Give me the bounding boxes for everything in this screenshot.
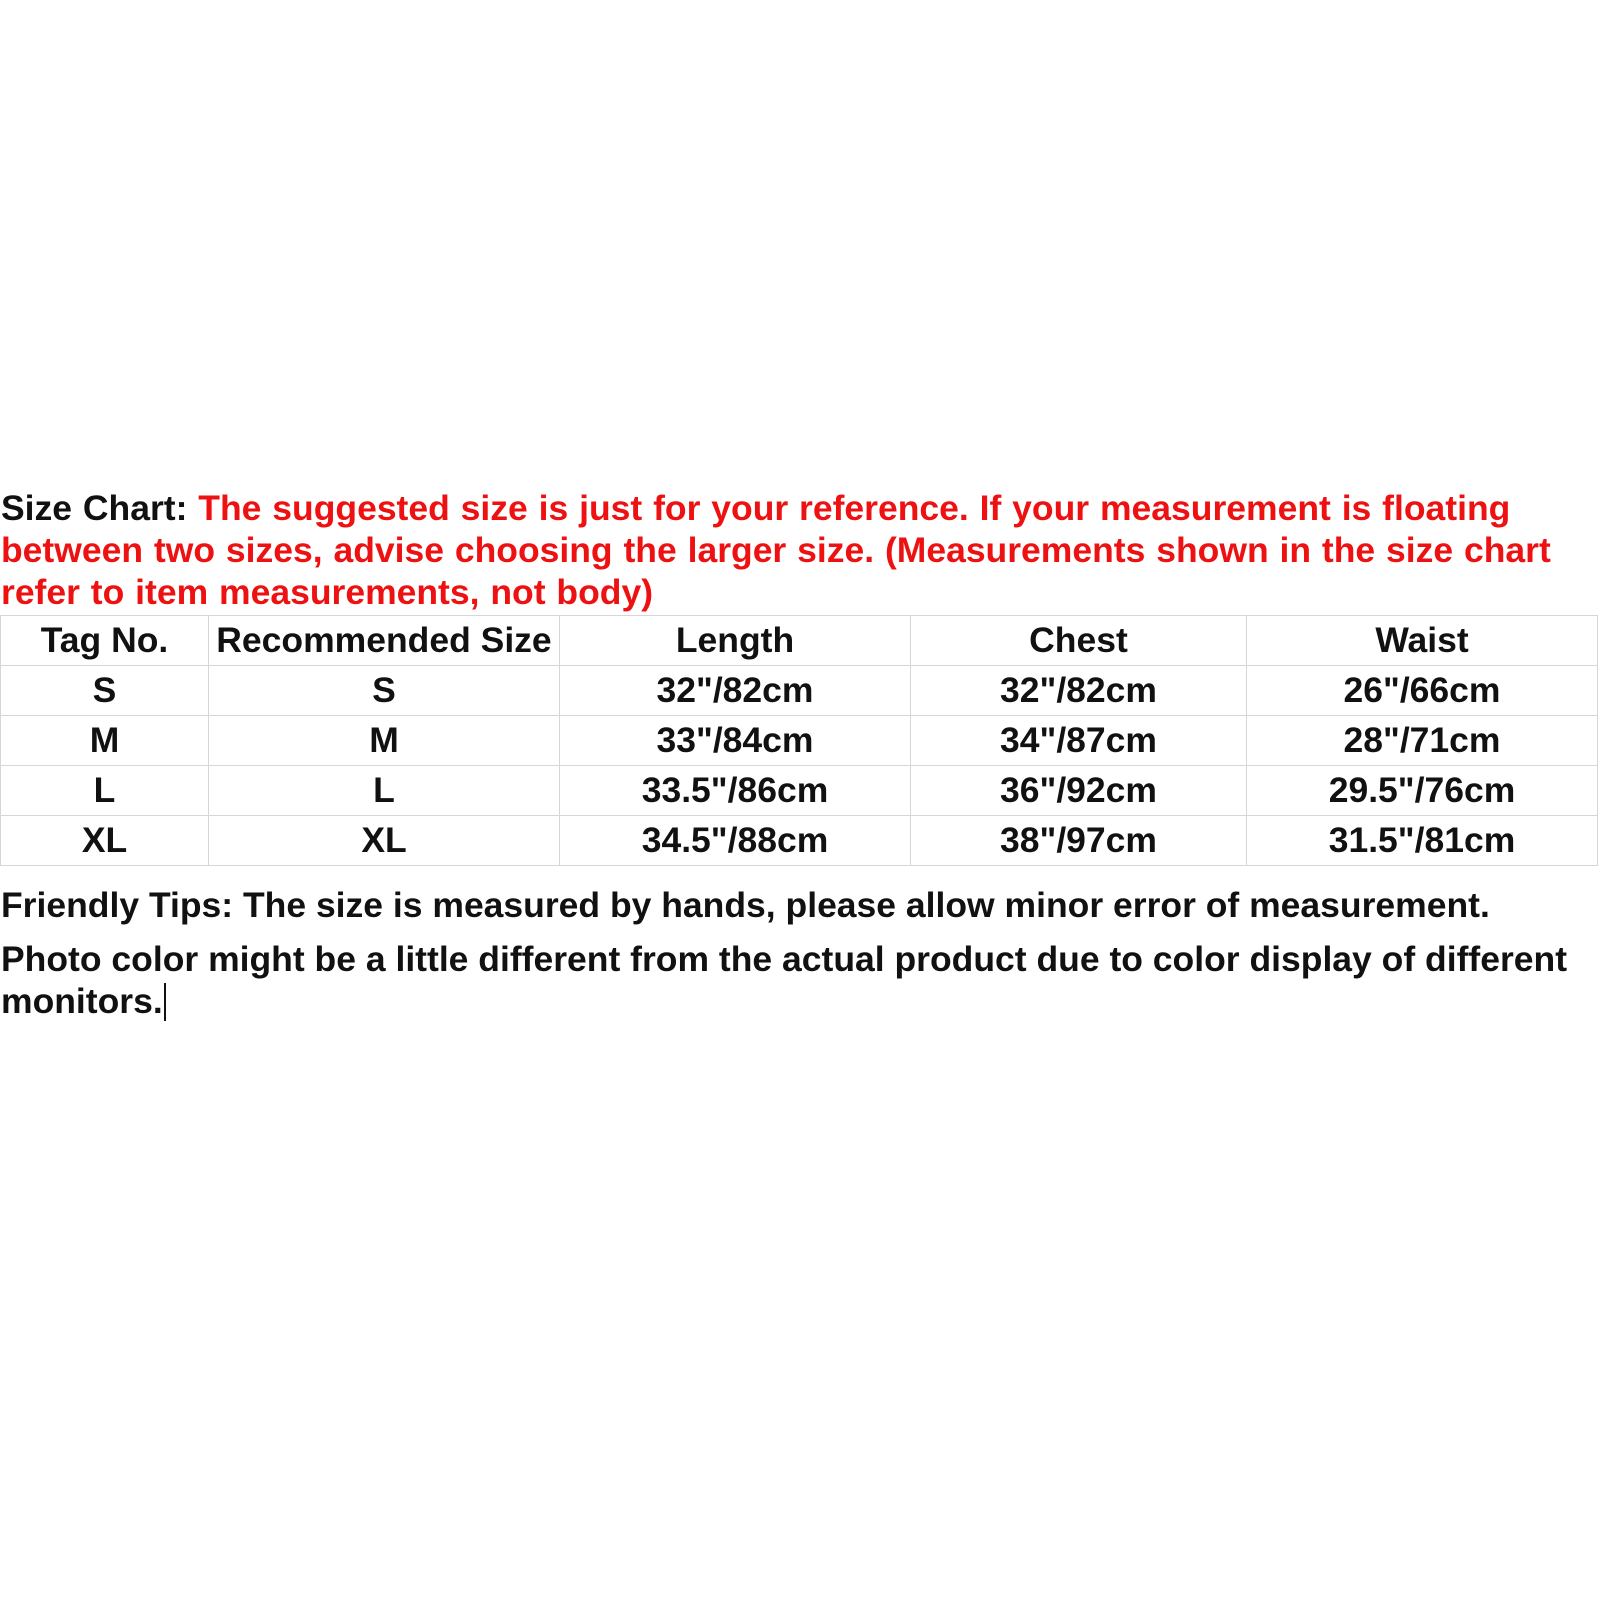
- column-header-recommended-size: Recommended Size: [209, 616, 560, 666]
- column-header-chest: Chest: [911, 616, 1247, 666]
- cell-waist: 26"/66cm: [1247, 666, 1598, 716]
- size-chart-document: [0, 487, 1600, 1022]
- cell-length: 33"/84cm: [560, 716, 911, 766]
- column-header-length: Length: [560, 616, 911, 666]
- cell-recommended-size: M: [209, 716, 560, 766]
- column-header-waist: Waist: [1247, 616, 1598, 666]
- cell-waist: 29.5"/76cm: [1247, 766, 1598, 816]
- cell-length: 34.5"/88cm: [560, 816, 911, 866]
- cell-recommended-size: L: [209, 766, 560, 816]
- cell-recommended-size: XL: [209, 816, 560, 866]
- cell-tag-no: XL: [1, 816, 209, 866]
- size-chart-note: The suggested size is just for your reference. If your measurement is floating between two sizes, advise choosing the larger size. (Measurements shown in the size chart refer to item measurements, not body): [1, 488, 1551, 612]
- column-header-tag-no: Tag No.: [1, 616, 209, 666]
- cell-tag-no: M: [1, 716, 209, 766]
- cell-recommended-size: S: [209, 666, 560, 716]
- table-row: [1, 766, 1598, 816]
- text-cursor: [164, 983, 166, 1021]
- friendly-tips: Friendly Tips: The size is measured by hands, please allow minor error of measurement.: [1, 885, 1490, 925]
- table-row: [1, 816, 1598, 866]
- cell-waist: 31.5"/81cm: [1247, 816, 1598, 866]
- cell-length: 32"/82cm: [560, 666, 911, 716]
- cell-chest: 34"/87cm: [911, 716, 1247, 766]
- cell-chest: 38"/97cm: [911, 816, 1247, 866]
- table-row: [1, 716, 1598, 766]
- cell-chest: 36"/92cm: [911, 766, 1247, 816]
- photo-color-text: Photo color might be a little different from the actual product due to color display of different monitors.: [1, 939, 1568, 1021]
- size-table: [0, 615, 1598, 866]
- cell-tag-no: L: [1, 766, 209, 816]
- cell-waist: 28"/71cm: [1247, 716, 1598, 766]
- table-row: [1, 666, 1598, 716]
- cell-chest: 32"/82cm: [911, 666, 1247, 716]
- size-chart-label: Size Chart:: [1, 488, 199, 528]
- size-chart-intro: [0, 487, 1600, 613]
- photo-color-note: [0, 938, 1600, 1022]
- table-header-row: [1, 616, 1598, 666]
- cell-length: 33.5"/86cm: [560, 766, 911, 816]
- cell-tag-no: S: [1, 666, 209, 716]
